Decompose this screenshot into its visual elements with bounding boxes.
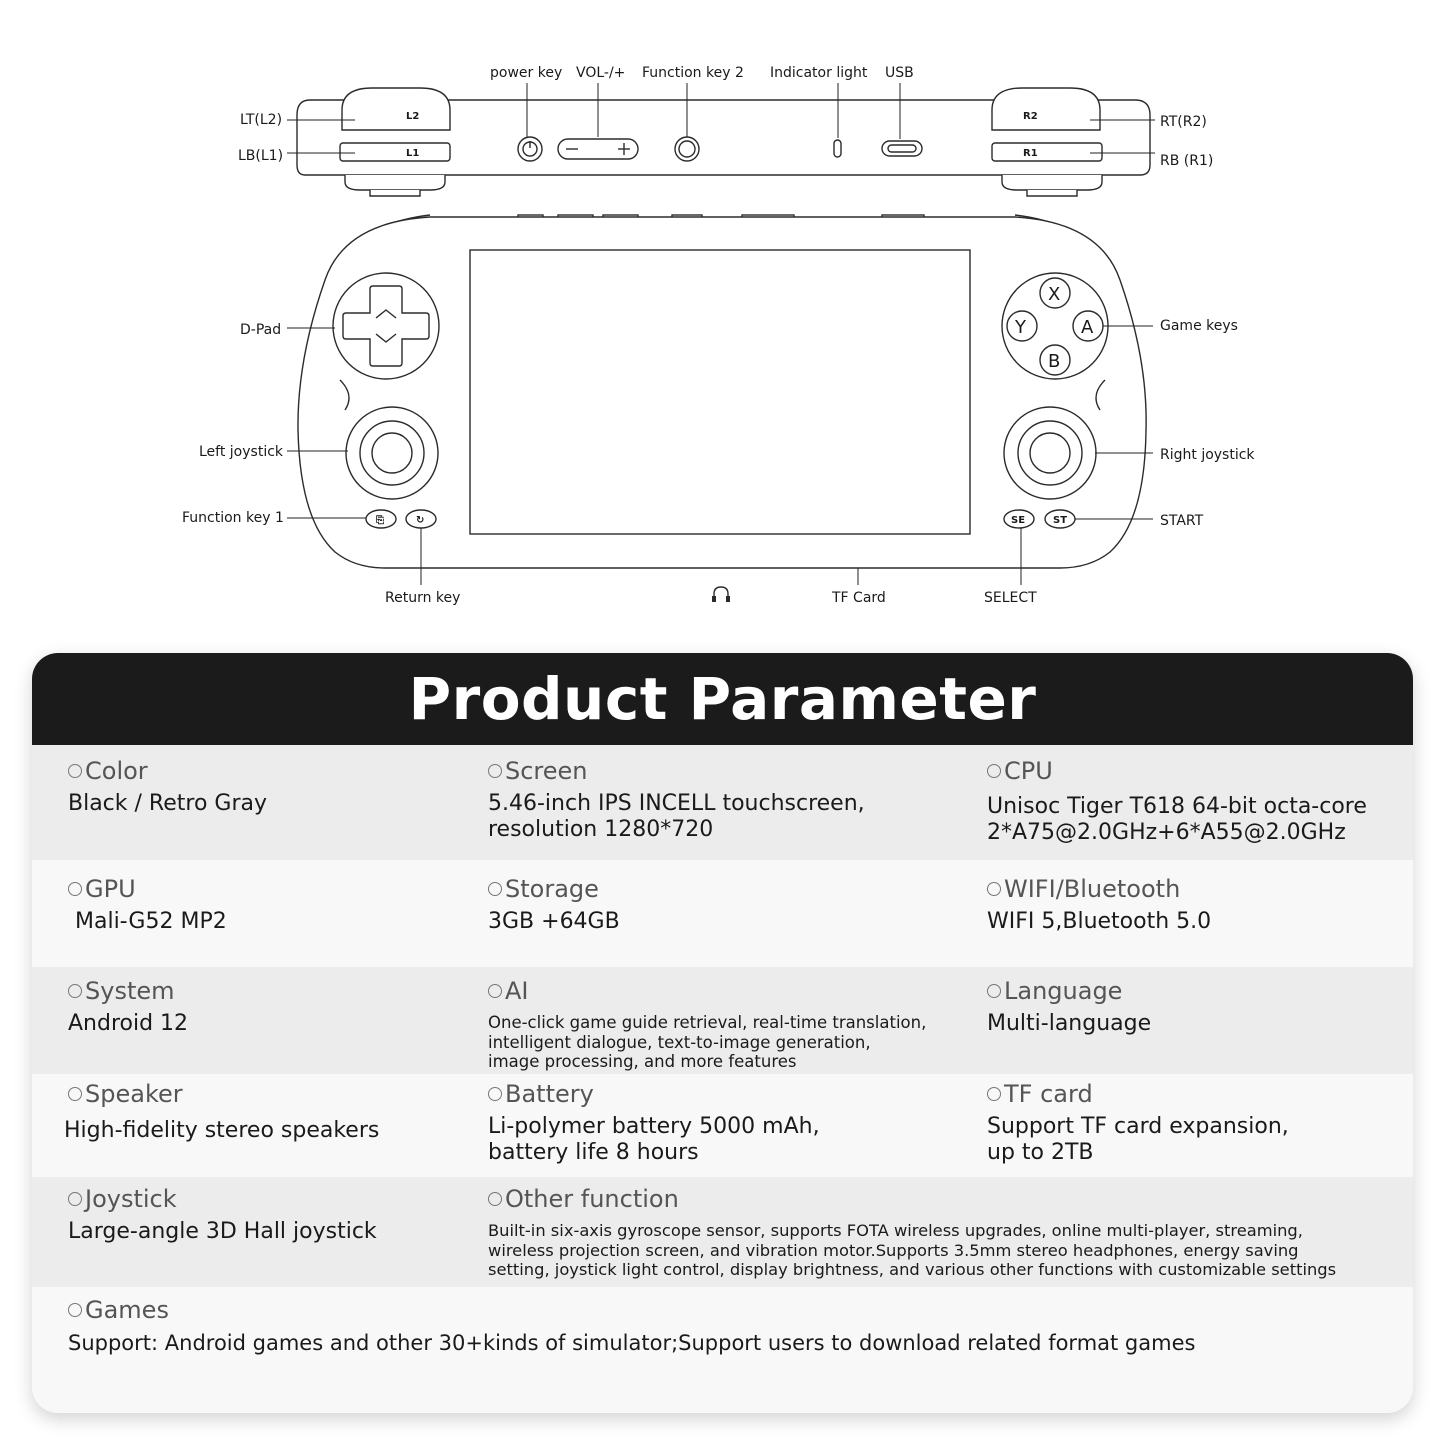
circle-icon bbox=[68, 984, 82, 998]
param-value-color: Black / Retro Gray bbox=[68, 791, 267, 816]
circle-icon bbox=[68, 764, 82, 778]
param-title-battery: Battery bbox=[505, 1080, 594, 1108]
param-title-system: System bbox=[85, 977, 175, 1005]
param-title-screen: Screen bbox=[505, 757, 588, 785]
x-text: X bbox=[1048, 284, 1061, 305]
l1-text: L1 bbox=[406, 148, 420, 159]
label-left-joystick: Left joystick bbox=[199, 444, 284, 460]
param-title: Product Parameter bbox=[32, 653, 1413, 745]
a-text: A bbox=[1081, 317, 1094, 338]
param-value-battery: Li-polymer battery 5000 mAh, battery life 8 hours bbox=[488, 1114, 820, 1165]
param-value-gpu: Mali-G52 MP2 bbox=[68, 909, 227, 934]
indicator-light bbox=[834, 140, 841, 157]
param-value-games: Support: Android games and other 30+kinds of simulator;Support users to download related format games bbox=[68, 1331, 1196, 1355]
front-view bbox=[182, 215, 1255, 606]
label-return-key: Return key bbox=[385, 590, 461, 606]
param-language bbox=[987, 977, 1151, 1037]
circle-icon bbox=[68, 882, 82, 896]
l2-text: L2 bbox=[406, 111, 420, 122]
param-title-joystick: Joystick bbox=[85, 1185, 177, 1213]
b-text: B bbox=[1048, 351, 1061, 372]
param-title-tf: TF card bbox=[1004, 1080, 1093, 1108]
label-lt: LT(L2) bbox=[240, 112, 283, 128]
param-row-4 bbox=[32, 1074, 1413, 1177]
label-function-key-2: Function key 2 bbox=[642, 65, 744, 81]
label-select: SELECT bbox=[984, 590, 1037, 606]
param-row-2 bbox=[32, 860, 1413, 967]
y-text: Y bbox=[1015, 317, 1026, 338]
param-value-screen: 5.46-inch IPS INCELL touchscreen, resolution 1280*720 bbox=[488, 791, 865, 842]
param-value-language: Multi-language bbox=[987, 1011, 1152, 1036]
circle-icon bbox=[987, 882, 1001, 896]
param-cpu bbox=[987, 757, 1367, 846]
r2-button bbox=[992, 88, 1100, 130]
param-row-6 bbox=[32, 1287, 1413, 1413]
param-screen bbox=[488, 757, 865, 843]
param-title-ai: AI bbox=[505, 977, 529, 1005]
param-value-wifi: WIFI 5,Bluetooth 5.0 bbox=[987, 909, 1212, 934]
circle-icon bbox=[488, 882, 502, 896]
param-value-speaker: High-fidelity stereo speakers bbox=[64, 1118, 380, 1143]
r2-text: R2 bbox=[1023, 111, 1038, 122]
param-value-cpu: Unisoc Tiger T618 64-bit octa-core 2*A75@2.0GHz+6*A55@2.0GHz bbox=[987, 794, 1367, 845]
param-value-tf: Support TF card expansion, up to 2TB bbox=[987, 1114, 1289, 1165]
label-start: START bbox=[1160, 513, 1204, 529]
circle-icon bbox=[488, 984, 502, 998]
param-title-language: Language bbox=[1004, 977, 1123, 1005]
param-wifi bbox=[987, 875, 1211, 935]
param-speaker bbox=[64, 1080, 380, 1144]
param-ai bbox=[488, 977, 926, 1072]
param-value-joystick: Large-angle 3D Hall joystick bbox=[68, 1219, 377, 1244]
param-value-ai: One-click game guide retrieval, real-time translation, intelligent dialogue, text-to-image generation, image processing, and more features bbox=[488, 1013, 927, 1071]
param-row-5 bbox=[32, 1177, 1413, 1287]
param-storage bbox=[488, 875, 620, 935]
param-row-3 bbox=[32, 967, 1413, 1074]
label-indicator-light: Indicator light bbox=[770, 65, 868, 81]
top-view bbox=[238, 65, 1213, 196]
label-right-joystick: Right joystick bbox=[1160, 447, 1255, 463]
circle-icon bbox=[987, 984, 1001, 998]
param-tf bbox=[987, 1080, 1289, 1166]
label-vol: VOL-/+ bbox=[576, 65, 626, 81]
param-title-other: Other function bbox=[505, 1185, 679, 1213]
param-title-gpu: GPU bbox=[85, 875, 136, 903]
power-key bbox=[518, 137, 542, 161]
circle-icon bbox=[488, 1192, 502, 1206]
l1-button bbox=[340, 143, 450, 161]
r1-text: R1 bbox=[1023, 148, 1038, 159]
label-game-keys: Game keys bbox=[1160, 318, 1238, 334]
st-text: ST bbox=[1053, 515, 1068, 526]
param-title-color: Color bbox=[85, 757, 148, 785]
se-text: SE bbox=[1011, 515, 1026, 526]
param-title-games: Games bbox=[85, 1296, 169, 1324]
param-system bbox=[68, 977, 188, 1037]
param-games bbox=[68, 1296, 1195, 1356]
l2-button bbox=[342, 88, 450, 130]
param-joystick bbox=[68, 1185, 377, 1245]
circle-icon bbox=[68, 1303, 82, 1317]
param-value-system: Android 12 bbox=[68, 1011, 189, 1036]
param-gpu bbox=[68, 875, 227, 935]
param-title-storage: Storage bbox=[505, 875, 599, 903]
circle-icon bbox=[68, 1087, 82, 1101]
r1-button bbox=[992, 143, 1102, 161]
label-function-key-1: Function key 1 bbox=[182, 510, 284, 526]
circle-icon bbox=[987, 1087, 1001, 1101]
label-usb: USB bbox=[885, 65, 914, 81]
label-rb: RB (R1) bbox=[1160, 153, 1214, 169]
product-parameter-card bbox=[32, 653, 1413, 1413]
param-title-speaker: Speaker bbox=[85, 1080, 183, 1108]
circle-icon bbox=[488, 1087, 502, 1101]
label-dpad: D-Pad bbox=[240, 322, 282, 338]
return-glyph: ↻ bbox=[416, 515, 425, 526]
device-diagram bbox=[0, 0, 1445, 630]
param-other bbox=[488, 1185, 1336, 1280]
param-title-wifi: WIFI/Bluetooth bbox=[1004, 875, 1181, 903]
label-rt: RT(R2) bbox=[1160, 114, 1207, 130]
circle-icon bbox=[68, 1192, 82, 1206]
param-value-other: Built-in six-axis gyroscope sensor, supports FOTA wireless upgrades, online multi-player, streaming, wireless projection screen, and vibration motor.Supports 3.5mm stereo headphones, energy saving setting, joystick light control, display brightness, and various other functions with customizable settings bbox=[488, 1221, 1337, 1279]
param-color bbox=[68, 757, 267, 817]
param-row-1 bbox=[32, 745, 1413, 860]
label-tf-card: TF Card bbox=[832, 590, 886, 606]
label-lb: LB(L1) bbox=[238, 148, 284, 164]
screen bbox=[470, 250, 970, 534]
param-title-cpu: CPU bbox=[1004, 757, 1053, 785]
f1-glyph: ⎘ bbox=[376, 515, 384, 526]
circle-icon bbox=[488, 764, 502, 778]
label-power-key: power key bbox=[490, 65, 563, 81]
circle-icon bbox=[987, 764, 1001, 778]
param-value-storage: 3GB +64GB bbox=[488, 909, 620, 934]
headphone-icon bbox=[712, 587, 730, 602]
param-battery bbox=[488, 1080, 820, 1166]
